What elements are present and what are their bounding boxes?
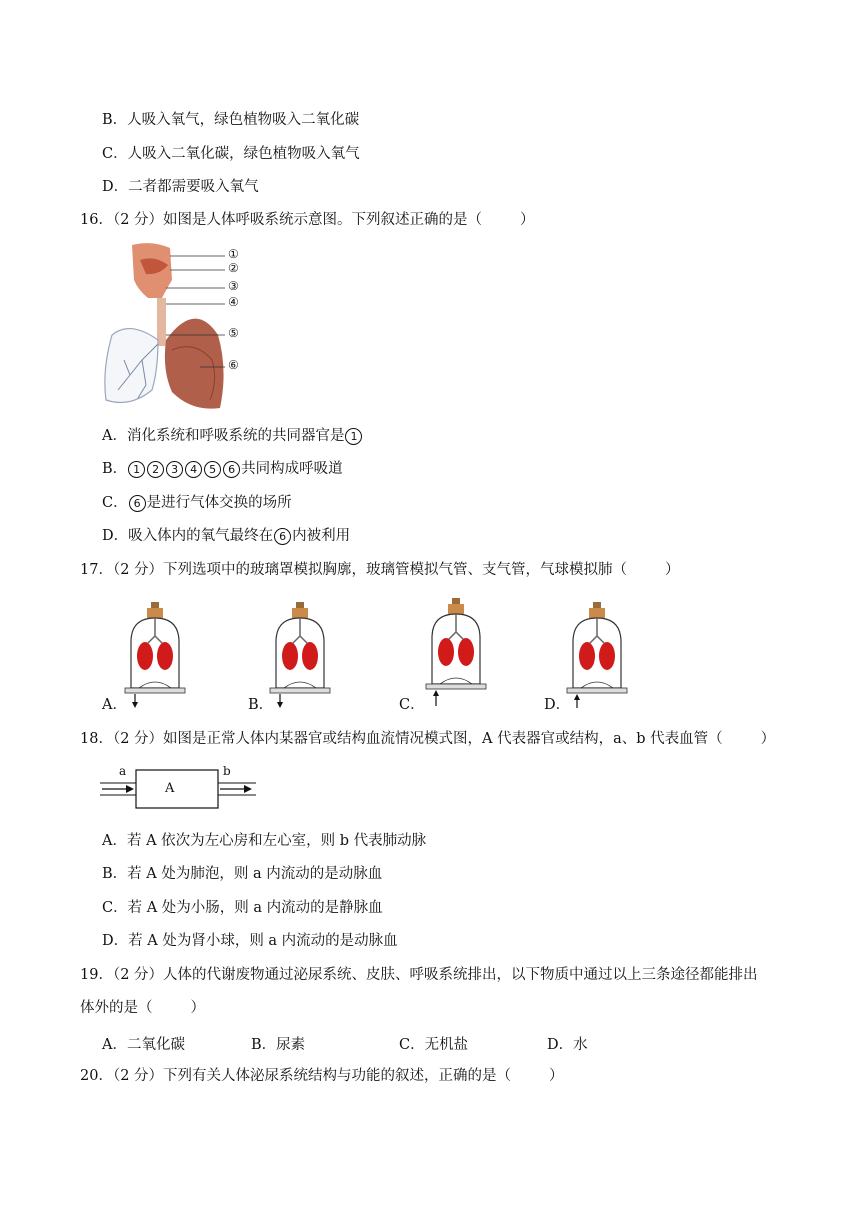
q20-stem: 20．（2 分）下列有关人体泌尿系统结构与功能的叙述，正确的是（ ） bbox=[80, 1068, 564, 1084]
bell-jar-option-c bbox=[426, 598, 490, 712]
figure-label-2: ② bbox=[228, 261, 239, 275]
q15-option-d: D．二者都需要吸入氧气 bbox=[102, 179, 259, 195]
q16-option-c: C． 6 是进行气体交换的场所 bbox=[102, 495, 292, 511]
q18-option-d: D．若 A 处为肾小球，则 a 内流动的是动脉血 bbox=[102, 933, 398, 949]
q17-option-d: D． bbox=[544, 697, 571, 713]
q19-option-b: B．尿素 bbox=[251, 1037, 306, 1053]
q16-option-b: B． 1 2 3 4 5 6 共同构成呼吸道 bbox=[102, 461, 343, 477]
q17-option-c: C． bbox=[399, 697, 425, 713]
diagram-box-label: A bbox=[165, 781, 175, 796]
q18-option-c: C．若 A 处为小肠，则 a 内流动的是静脉血 bbox=[102, 900, 383, 916]
q15-option-c: C．人吸入二氧化碳，绿色植物吸入氧气 bbox=[102, 146, 360, 162]
q16-option-d: D．吸入体内的氧气最终在 6 内被利用 bbox=[102, 528, 351, 544]
q17-stem: 17．（2 分）下列选项中的玻璃罩模拟胸廓，玻璃管模拟气管、支气管，气球模拟肺（ ） bbox=[80, 562, 680, 578]
q16-option-a: A．消化系统和呼吸系统的共同器官是 1 bbox=[102, 426, 363, 446]
q18-option-b: B．若 A 处为肺泡，则 a 内流动的是动脉血 bbox=[102, 866, 383, 882]
q19-option-c: C．无机盐 bbox=[399, 1037, 469, 1053]
q17-option-a: A． bbox=[102, 697, 127, 713]
q19-stem-line-2: 体外的是（ ） bbox=[80, 1000, 205, 1016]
diagram-label-b: b bbox=[223, 764, 231, 778]
figure-label-3: ③ bbox=[228, 279, 239, 293]
q19-option-a: A．二氧化碳 bbox=[102, 1037, 185, 1053]
q18-option-a: A．若 A 依次为左心房和左心室，则 b 代表肺动脉 bbox=[102, 833, 427, 849]
bell-jar-option-a bbox=[125, 602, 189, 712]
figure-label-4: ④ bbox=[228, 295, 239, 309]
figure-label-1: ① bbox=[228, 247, 239, 261]
figure-label-6: ⑥ bbox=[228, 358, 239, 372]
bell-jar-option-d bbox=[567, 602, 631, 712]
q19-option-d: D．水 bbox=[547, 1037, 588, 1053]
figure-label-5: ⑤ bbox=[228, 326, 239, 340]
bell-jar-option-b bbox=[270, 602, 334, 712]
q18-stem: 18．（2 分）如图是正常人体内某器官或结构血流情况模式图，A 代表器官或结构，a、b 代表血管（ ） bbox=[80, 731, 776, 747]
q15-option-b: B．人吸入氧气，绿色植物吸入二氧化碳 bbox=[102, 112, 360, 128]
q19-stem-line-1: 19．（2 分）人体的代谢废物通过泌尿系统、皮肤、呼吸系统排出，以下物质中通过以上三条途径都能排出 bbox=[80, 967, 758, 983]
diagram-label-a: a bbox=[119, 764, 127, 778]
q16-stem: 16．（2 分）如图是人体呼吸系统示意图。下列叙述正确的是（ ） bbox=[80, 212, 535, 228]
q17-option-b: B． bbox=[248, 697, 274, 713]
